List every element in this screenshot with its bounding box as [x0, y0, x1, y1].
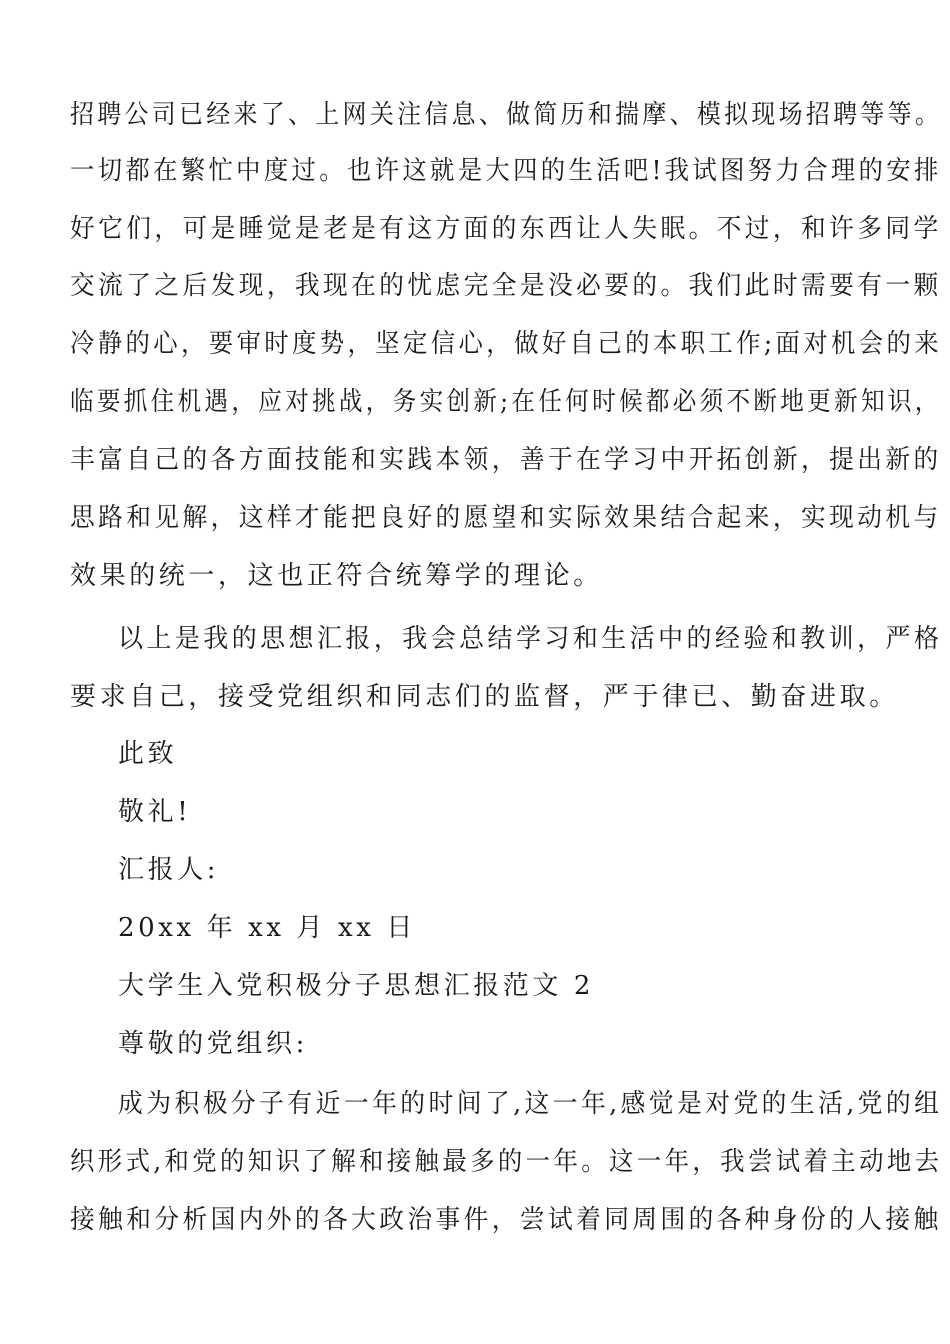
text-line: 思路和见解，这样才能把良好的愿望和实际效果结合起来，实现动机与 — [70, 503, 942, 533]
text-line: 一切都在繁忙中度过。也许这就是大四的生活吧!我试图努力合理的安排 — [70, 156, 942, 186]
text-line: 以上是我的思想汇报，我会总结学习和生活中的经验和教训，严格 — [118, 624, 943, 654]
salute-line: 敬礼! — [118, 797, 192, 827]
text-line: 好它们，可是睡觉是老是有这方面的东西让人失眠。不过，和许多同学 — [70, 214, 942, 244]
date-line: 20xx 年 xx 月 xx 日 — [118, 913, 416, 943]
text-line: 织形式,和党的知识了解和接触最多的一年。这一年，我尝试着主动地去 — [70, 1147, 943, 1177]
text-line: 要求自己，接受党组织和同志们的监督，严于律已、勤奋进取。 — [70, 682, 899, 712]
closing-line: 此致 — [118, 739, 178, 769]
text-line: 接触和分析国内外的各大政治事件，尝试着同周围的各种身份的人接触 — [70, 1205, 942, 1235]
text-line: 效果的统一，这也正符合统筹学的理论。 — [70, 561, 603, 591]
reporter-line: 汇报人: — [118, 855, 220, 885]
text-line: 冷静的心，要审时度势，坚定信心，做好自己的本职工作;面对机会的来 — [70, 329, 942, 359]
text-line: 招聘公司已经来了、上网关注信息、做简历和揣摩、模拟现场招聘等等。 — [70, 100, 943, 130]
text-line: 成为积极分子有近一年的时间了,这一年,感觉是对党的生活,党的组 — [118, 1089, 943, 1119]
section-title: 大学生入党积极分子思想汇报范文 2 — [118, 971, 595, 1001]
greeting-line: 尊敬的党组织: — [118, 1029, 308, 1059]
text-line: 临要抓住机遇，应对挑战，务实创新;在任何时候都必须不断地更新知识， — [70, 387, 942, 417]
text-line: 交流了之后发现，我现在的忧虑完全是没必要的。我们此时需要有一颗 — [70, 271, 942, 301]
text-line: 丰富自己的各方面技能和实践本领，善于在学习中开拓创新，提出新的 — [70, 445, 942, 475]
